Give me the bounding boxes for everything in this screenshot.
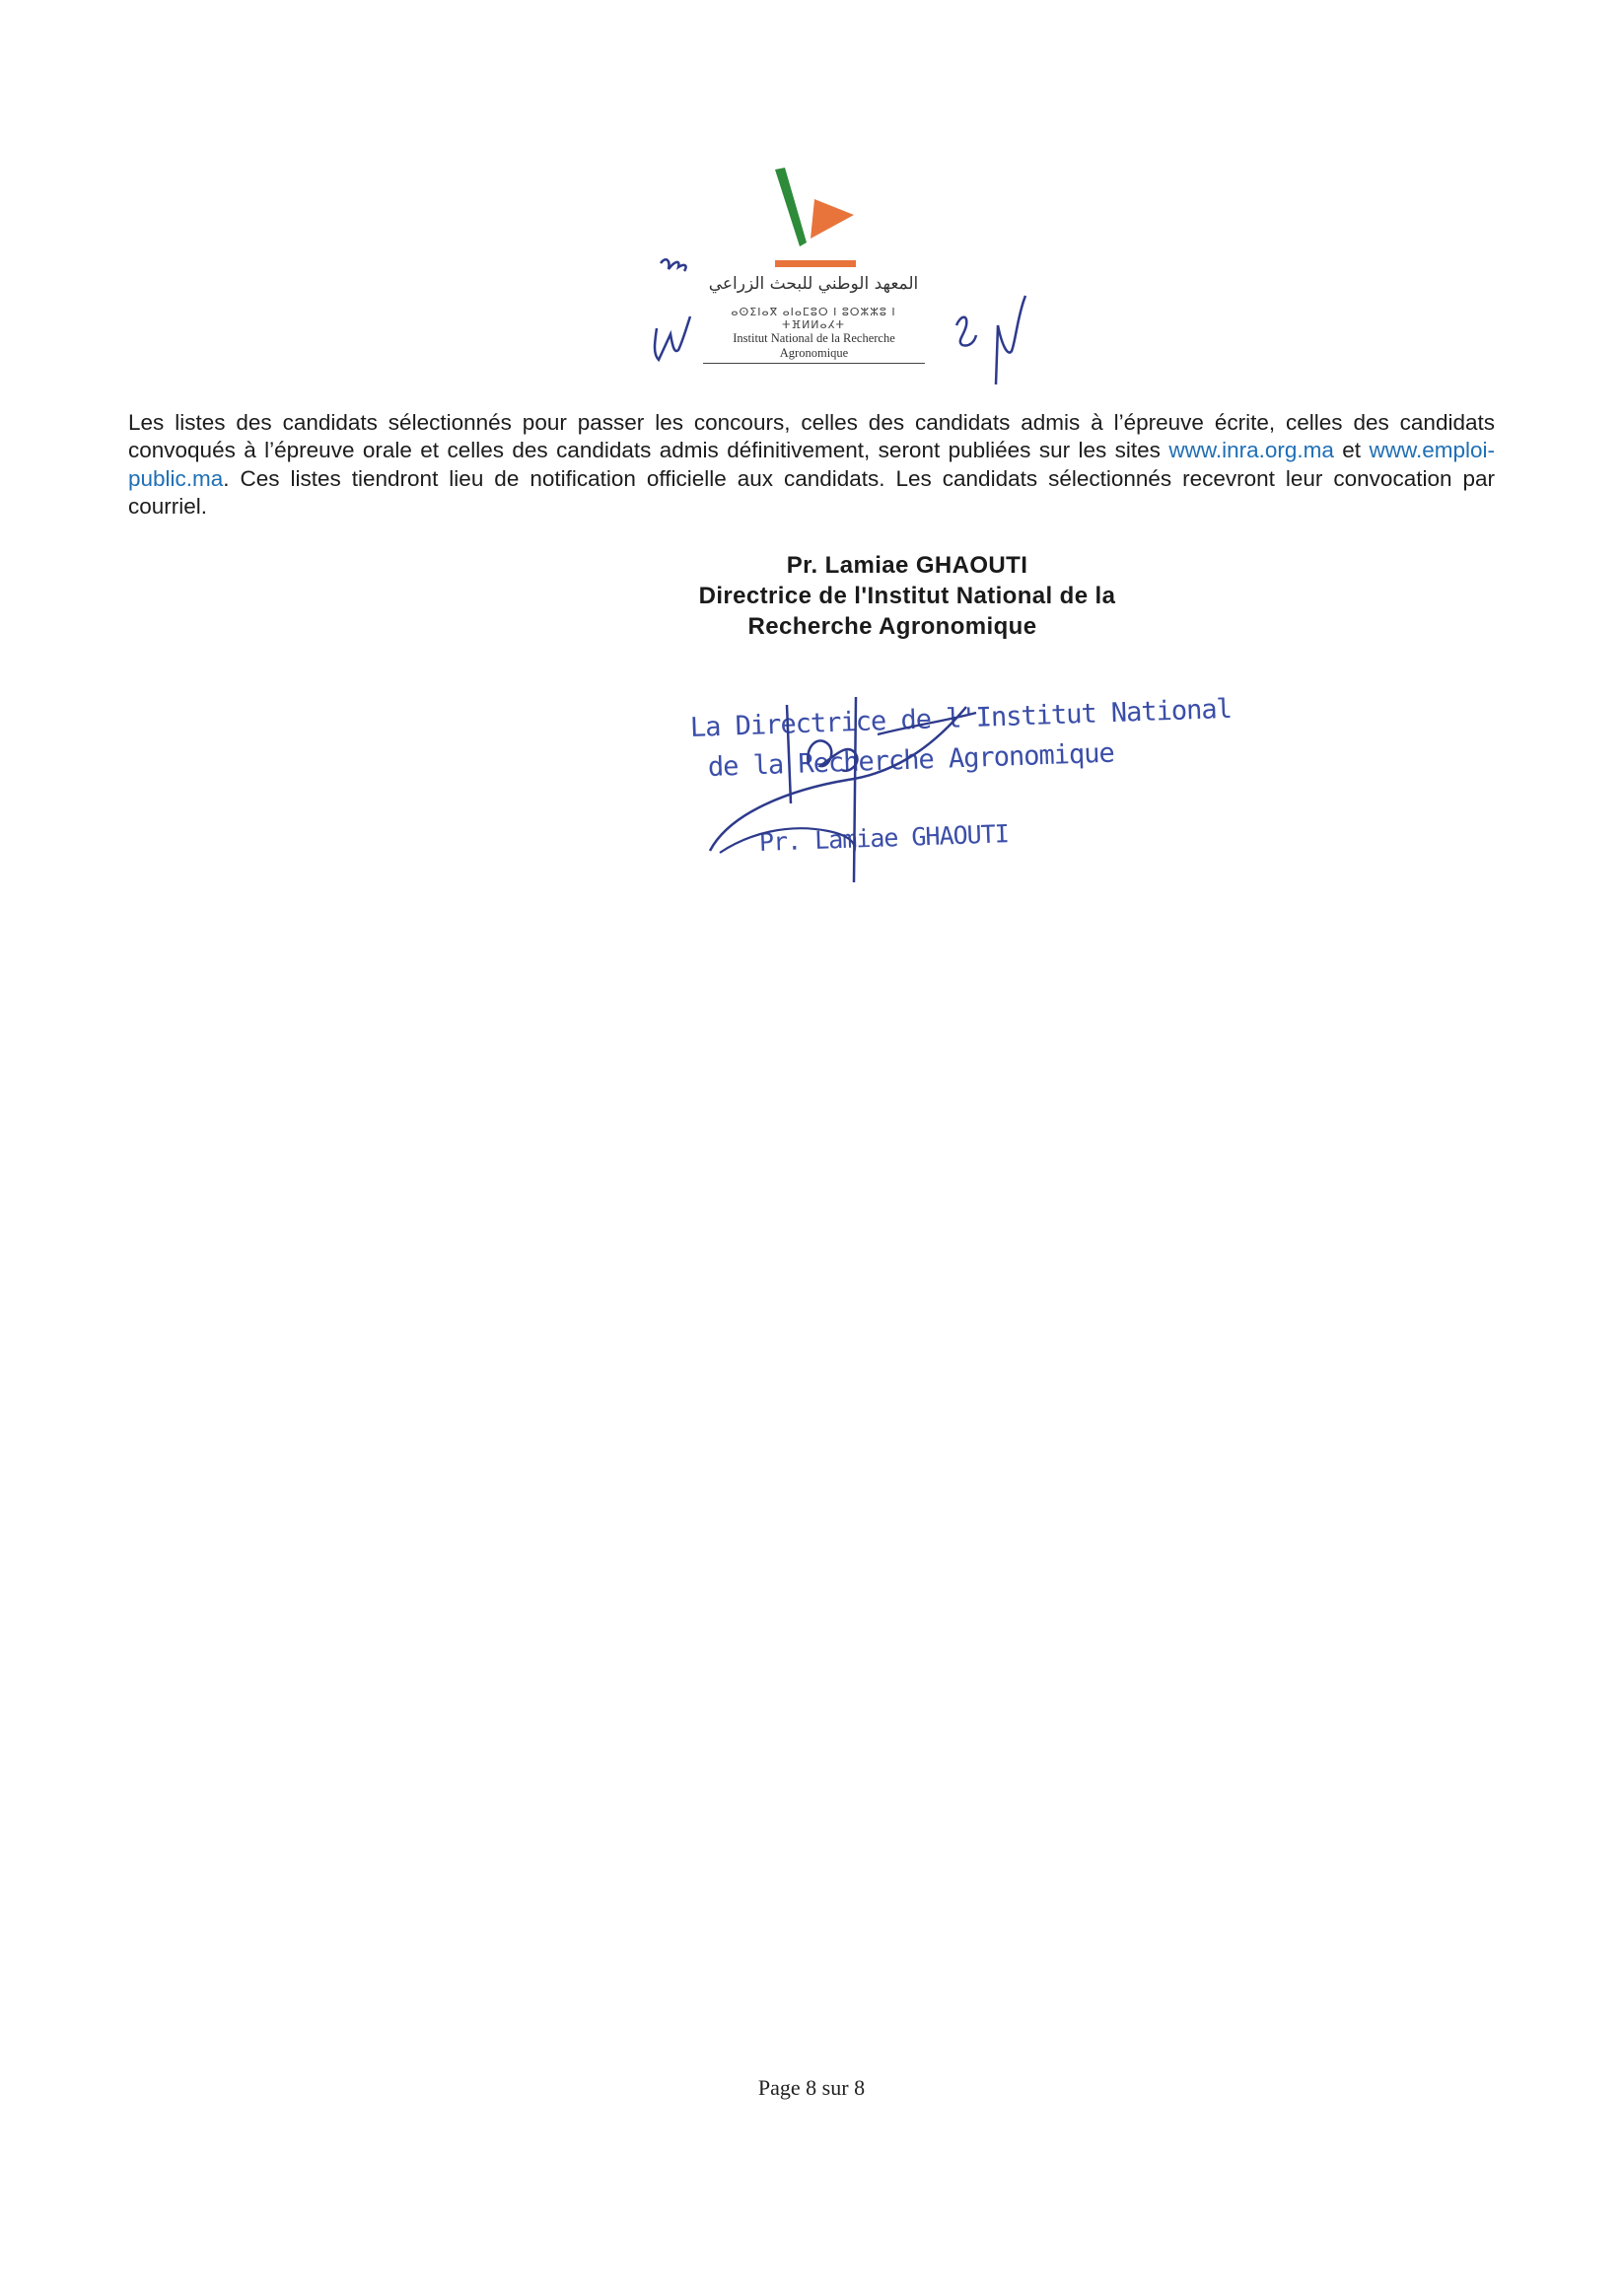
institution-name-french: Institut National de la Recherche Agronomique bbox=[703, 331, 925, 364]
notice-text-part1: Les listes des candidats sélectionnés pour passer les concours, celles des candidats admis à l’épreuve écrite, celles des candidats convoqués à l’épreuve orale et celles des candidats admis définitivement, seront publiées sur les sites bbox=[128, 409, 1495, 462]
paraph-initials-left-icon bbox=[641, 251, 700, 370]
emploi-public-website-link[interactable]: www.emploi-public.ma bbox=[128, 438, 1495, 491]
inra-logo-icon bbox=[680, 148, 947, 276]
stamp-line-2: de la Recherche Agronomique bbox=[707, 737, 1115, 783]
handwritten-signature-icon bbox=[680, 695, 1075, 882]
page-number: Page 8 sur 8 bbox=[757, 2075, 866, 2100]
signatory-title-line2: Recherche Agronomique bbox=[747, 613, 1037, 640]
signatory-name: Pr. Lamiae GHAOUTI bbox=[786, 552, 1028, 579]
stamp-line-1: La Directrice de l'Institut National bbox=[689, 693, 1233, 743]
institution-name-tifinagh: ⴰⵙⵉⵏⴰⴳ ⴰⵏⴰⵎⵓⵔ ⵏ ⵓⵔⵣⵣⵓ ⵏ ⵜⴼⵍⵍⴰⵃⵜ bbox=[731, 306, 896, 331]
paraph-initials-right-icon bbox=[947, 286, 1045, 394]
institution-name-arabic: المعهد الوطني للبحث الزراعي bbox=[708, 274, 919, 294]
signatory-block bbox=[631, 550, 1183, 642]
publication-notice-paragraph bbox=[128, 409, 1495, 522]
inra-website-link[interactable]: www.inra.org.ma bbox=[1168, 438, 1334, 462]
stamp-line-3: Pr. Lamiae GHAOUTI bbox=[758, 819, 1010, 857]
signatory-title-line1: Directrice de l'Institut National de la bbox=[698, 583, 1116, 609]
institution-header bbox=[680, 148, 947, 370]
notice-text-part2: et bbox=[1333, 438, 1370, 462]
notice-text-part3: . Ces listes tiendront lieu de notification officielle aux candidats. Les candidats sélectionnés recevront leur convocation par courriel. bbox=[128, 465, 1495, 519]
official-stamp bbox=[680, 693, 1233, 882]
